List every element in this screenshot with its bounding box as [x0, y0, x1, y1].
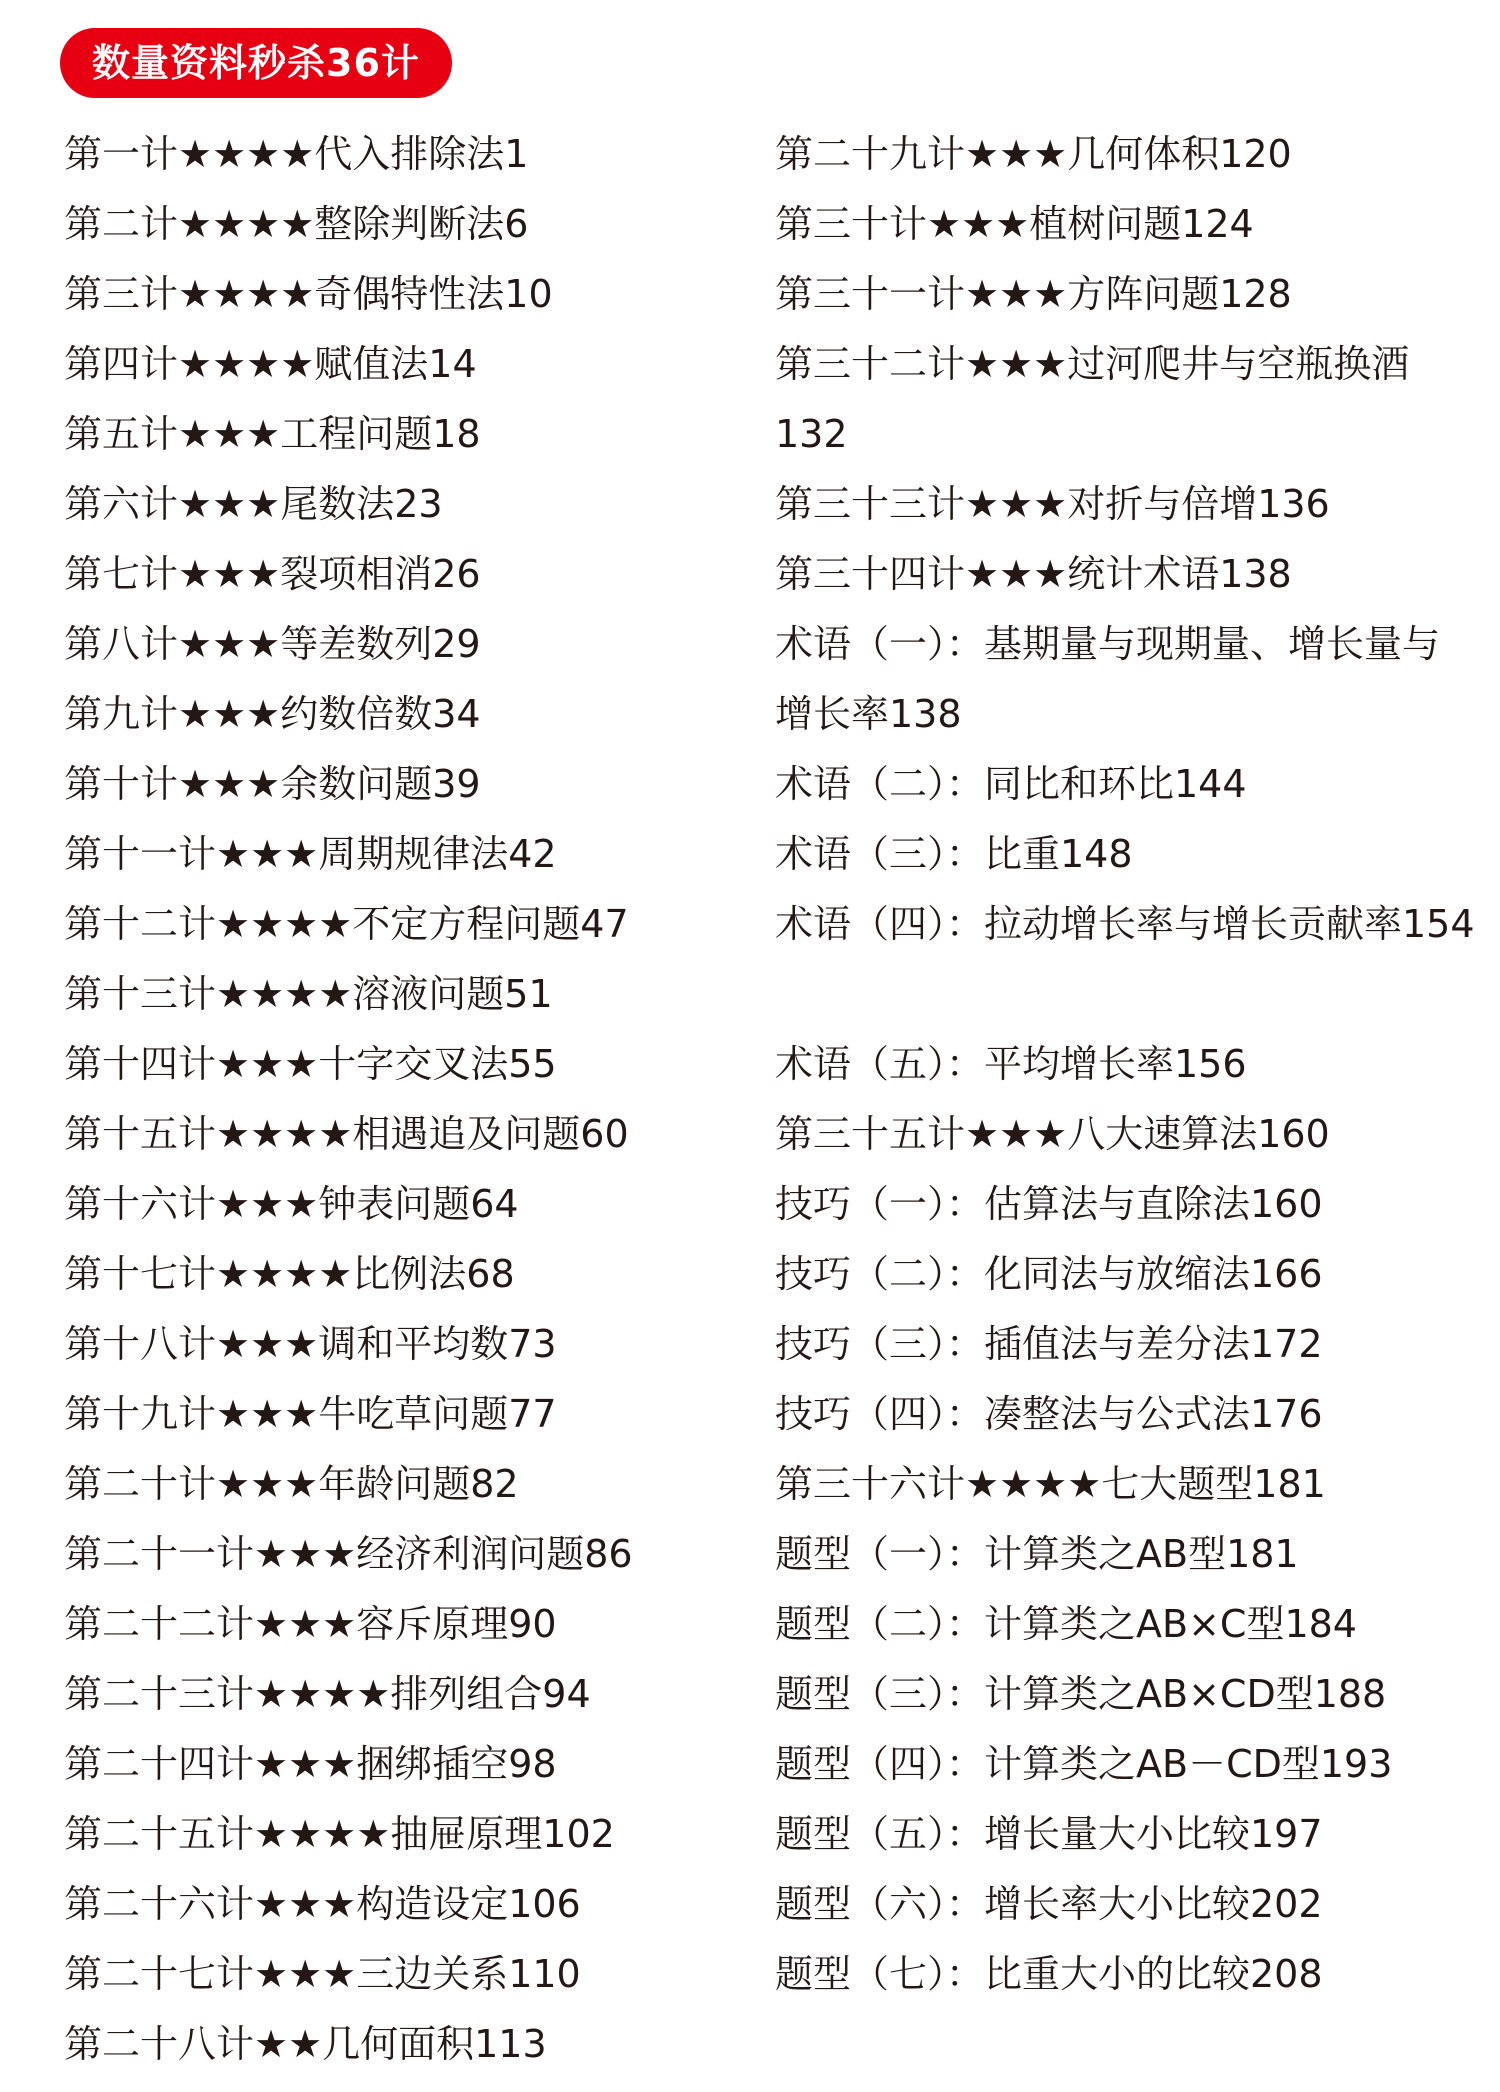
toc-entry: 题型（一）：计算类之AB型181 [775, 1532, 1299, 1576]
toc-left-column [64, 119, 754, 2079]
toc-entry: 第一计★★★★代入排除法1 [64, 132, 529, 176]
toc-entry: 第十五计★★★★相遇追及问题60 [64, 1112, 629, 1156]
toc-entry: 技巧（三）：插值法与差分法172 [775, 1322, 1323, 1366]
toc-entry: 第四计★★★★赋值法14 [64, 342, 477, 386]
toc-entry: 题型（四）：计算类之AB－CD型193 [775, 1742, 1393, 1786]
toc-entry: 第二十四计★★★捆绑插空98 [64, 1742, 557, 1786]
toc-entry: 技巧（一）：估算法与直除法160 [775, 1182, 1323, 1226]
toc-entry: 技巧（二）：化同法与放缩法166 [775, 1252, 1323, 1296]
toc-entry: 术语（一）：基期量与现期量、增长量与增长率138 [775, 622, 1441, 736]
toc-entry: 第二十五计★★★★抽屉原理102 [64, 1812, 615, 1856]
title-badge [60, 28, 452, 98]
toc-entry: 第十一计★★★周期规律法42 [64, 832, 557, 876]
toc-entry: 第十八计★★★调和平均数73 [64, 1322, 557, 1366]
toc-entry: 第七计★★★裂项相消26 [64, 552, 481, 596]
toc-entry: 术语（二）：同比和环比144 [775, 762, 1247, 806]
toc-entry: 第三十二计★★★过河爬井与空瓶换酒132 [775, 342, 1410, 456]
toc-entry: 第二十二计★★★容斥原理90 [64, 1602, 557, 1646]
toc-entry: 第六计★★★尾数法23 [64, 482, 443, 526]
toc-entry: 第八计★★★等差数列29 [64, 622, 481, 666]
toc-entry: 第三十一计★★★方阵问题128 [775, 272, 1292, 316]
toc-entry: 第二十一计★★★经济利润问题86 [64, 1532, 633, 1576]
toc-entry: 题型（二）：计算类之AB×C型184 [775, 1602, 1357, 1646]
toc-entry: 第二十计★★★年龄问题82 [64, 1462, 519, 1506]
page-title: 数量资料秒杀36计 [92, 41, 420, 85]
toc-entry: 第十四计★★★十字交叉法55 [64, 1042, 557, 1086]
toc-entry: 第二十八计★★几何面积113 [64, 2022, 547, 2066]
toc-entry: 第三十三计★★★对折与倍增136 [775, 482, 1330, 526]
toc-entry: 术语（四）：拉动增长率与增长贡献率154 [775, 902, 1475, 946]
toc-entry: 题型（三）：计算类之AB×CD型188 [775, 1672, 1387, 1716]
toc-entry: 第三十四计★★★统计术语138 [775, 552, 1292, 596]
toc-entry: 第十九计★★★牛吃草问题77 [64, 1392, 557, 1436]
toc-entry: 第十三计★★★★溶液问题51 [64, 972, 553, 1016]
toc-entry: 第十二计★★★★不定方程问题47 [64, 902, 629, 946]
toc-entry: 第二十六计★★★构造设定106 [64, 1882, 581, 1926]
toc-entry: 第二十九计★★★几何体积120 [775, 132, 1292, 176]
toc-entry: 第三十计★★★植树问题124 [775, 202, 1254, 246]
toc-entry: 第三十五计★★★八大速算法160 [775, 1112, 1330, 1156]
toc-entry: 术语（五）：平均增长率156 [775, 1042, 1247, 1086]
toc-entry: 第五计★★★工程问题18 [64, 412, 481, 456]
toc-entry: 技巧（四）：凑整法与公式法176 [775, 1392, 1323, 1436]
toc-entry: 第三计★★★★奇偶特性法10 [64, 272, 553, 316]
toc-entry: 第二计★★★★整除判断法6 [64, 202, 529, 246]
toc-entry: 第三十六计★★★★七大题型181 [775, 1462, 1326, 1506]
toc-right-column [775, 119, 1475, 2009]
toc-entry: 术语（三）：比重148 [775, 832, 1133, 876]
toc-entry: 第十七计★★★★比例法68 [64, 1252, 515, 1296]
toc-entry: 题型（七）：比重大小的比较208 [775, 1952, 1323, 1996]
toc-entry: 题型（六）：增长率大小比较202 [775, 1882, 1323, 1926]
toc-entry: 第十六计★★★钟表问题64 [64, 1182, 519, 1226]
toc-entry: 第九计★★★约数倍数34 [64, 692, 481, 736]
toc-entry: 第十计★★★余数问题39 [64, 762, 481, 806]
toc-entry: 第二十三计★★★★排列组合94 [64, 1672, 591, 1716]
toc-entry: 第二十七计★★★三边关系110 [64, 1952, 581, 1996]
toc-entry: 题型（五）：增长量大小比较197 [775, 1812, 1323, 1856]
